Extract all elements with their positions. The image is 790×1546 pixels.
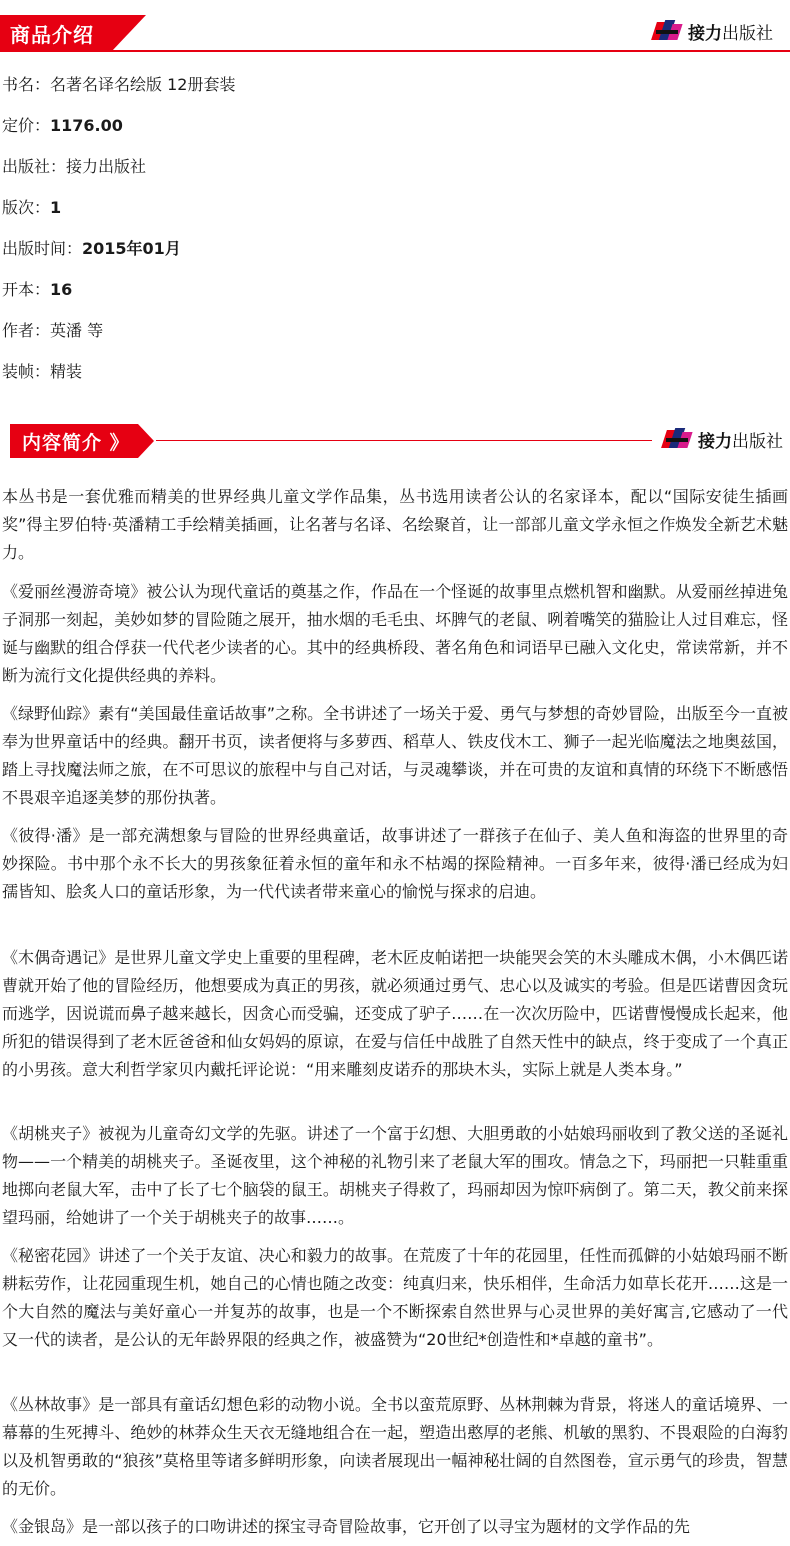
info-row-author <box>2 318 103 341</box>
brand-name-bold: 接力 <box>688 23 722 44</box>
info-label: 书名： <box>2 75 51 94</box>
info-row-title <box>2 72 235 95</box>
section-rule <box>0 50 790 52</box>
section-tab <box>10 424 138 458</box>
info-row-edition <box>2 195 61 218</box>
summary-paragraph: 《木偶奇遇记》是世界儿童文学史上重要的里程碑，老木匠皮帕诺把一块能哭会笑的木头雕成木偶，小木偶匹诺曹就开始了他的冒险经历，他想要成为真正的男孩，就必须通过勇气、忠心以及诚实的考验。但是匹诺曹因贪玩而逃学，因说谎而鼻子越来越长，因贪心而受骗，还变成了驴子……在一次次历险中，匹诺曹慢慢成长起来，他所犯的错误得到了老木匠爸爸和仙女妈妈的原谅，在爱与信任中战胜了自然天性中的缺点，终于变成了一个真正的小男孩。意大利哲学家贝内戴托评论说：“用来雕刻皮诺乔的那块木头，实际上就是人类本身。” <box>2 948 788 1079</box>
publisher-logo-icon <box>662 426 692 452</box>
info-row-price <box>2 113 123 136</box>
info-value: 接力出版社 <box>66 157 147 176</box>
info-label: 作者： <box>2 321 51 340</box>
brand-name-bold: 接力 <box>698 431 732 452</box>
summary-paragraph: 《金银岛》是一部以孩子的口吻讲述的探宝寻奇冒险故事，它开创了以寻宝为题材的文学作品的先 <box>2 1517 691 1536</box>
summary-paragraph: 《秘密花园》讲述了一个关于友谊、决心和毅力的故事。在荒废了十年的花园里，任性而孤僻的小姑娘玛丽不断耕耘劳作，让花园重现生机，她自己的心情也随之改变：纯真归来，快乐相伴，生命活力如草长花开……这是一个大自然的魔法与美好童心一并复苏的故事，也是一个不断探索自然世界与心灵世界的美好寓言,它感动了一代又一代的读者，是公认的无年龄界限的经典之作，被盛赞为“20世纪*创造性和*卓越的童书”。 <box>2 1246 788 1349</box>
info-label: 开本： <box>2 280 51 299</box>
info-row-binding <box>2 359 82 382</box>
summary-paragraph: 《丛林故事》是一部具有童话幻想色彩的动物小说。全书以蛮荒原野、丛林荆棘为背景，将迷人的童话境界、一幕幕的生死搏斗、绝妙的林莽众生天衣无缝地组合在一起，塑造出憨厚的老熊、机敏的黑豹、不畏艰险的白海豹以及机智勇敢的“狼孩”莫格里等诸多鲜明形象，向读者展现出一幅神秘壮阔的自然图卷，宣示勇气的珍贵，智慧的无价。 <box>2 1395 788 1498</box>
info-value: 名著名译名绘版 12册套装 <box>50 75 236 94</box>
info-row-publish-date <box>2 236 181 259</box>
summary-paragraph: 《爱丽丝漫游奇境》被公认为现代童话的奠基之作，作品在一个怪诞的故事里点燃机智和幽默。从爱丽丝掉进兔子洞那一刻起，美妙如梦的冒险随之展开，抽水烟的毛毛虫、坏脾气的老鼠、咧着嘴笑的猫脸让人过目难忘，怪诞与幽默的组合俘获一代代老少读者的心。其中的经典桥段、著名角色和词语早已融入文化史，常读常新，并不断为流行文化提供经典的养料。 <box>2 582 788 685</box>
section-title: 内容简介 》 <box>22 432 130 454</box>
info-label: 版次： <box>2 198 51 217</box>
info-label: 出版时间： <box>2 239 83 258</box>
info-label: 定价： <box>2 116 51 135</box>
publisher-brand <box>652 18 773 44</box>
section-rule <box>156 440 652 441</box>
info-row-publisher <box>2 154 146 177</box>
info-label: 装帧： <box>2 362 51 381</box>
brand-name-rest: 出版社 <box>722 23 773 44</box>
publisher-brand <box>662 426 783 452</box>
section-header-product-intro <box>0 0 790 52</box>
summary-paragraph: 《胡桃夹子》被视为儿童奇幻文学的先驱。讲述了一个富于幻想、大胆勇敢的小姑娘玛丽收到了教父送的圣诞礼物——一个精美的胡桃夹子。圣诞夜里，这个神秘的礼物引来了老鼠大军的围攻。情急之下，玛丽把一只鞋重重地掷向老鼠大军，击中了长了七个脑袋的鼠王。胡桃夹子得救了，玛丽却因为惊吓病倒了。第二天，教父前来探望玛丽，给她讲了一个关于胡桃夹子的故事……。 <box>2 1124 788 1227</box>
summary-paragraph: 本丛书是一套优雅而精美的世界经典儿童文学作品集，丛书选用读者公认的名家译本，配以“国际安徒生插画奖”得主罗伯特·英潘精工手绘精美插画，让名著与名译、名绘聚首，让一部部儿童文学永恒之作焕发全新艺术魅力。 <box>2 487 788 562</box>
summary-paragraph: 《彼得·潘》是一部充满想象与冒险的世界经典童话，故事讲述了一群孩子在仙子、美人鱼和海盗的世界里的奇妙探险。书中那个永不长大的男孩象征着永恒的童年和永不枯竭的探险精神。一百多年来，彼得·潘已经成为妇孺皆知、脍炙人口的童话形象，为一代代读者带来童心的愉悦与探求的启迪。 <box>2 826 788 901</box>
info-value: 16 <box>50 280 73 299</box>
info-value: 精装 <box>50 362 83 381</box>
summary-paragraph: 《绿野仙踪》素有“美国最佳童话故事”之称。全书讲述了一场关于爱、勇气与梦想的奇妙冒险，出版至今一直被奉为世界童话中的经典。翻开书页，读者便将与多萝西、稻草人、铁皮伐木工、狮子一起光临魔法之地奥兹国，踏上寻找魔法师之旅，在不可思议的旅程中与自己对话，与灵魂攀谈，并在可贵的友谊和真情的环绕下不断感悟不畏艰辛追逐美梦的那份执著。 <box>2 704 788 807</box>
section-title: 商品介绍 <box>10 23 94 47</box>
publisher-logo-icon <box>652 18 682 44</box>
section-header-content-summary <box>0 418 790 464</box>
info-value: 2015年01月 <box>82 239 181 258</box>
brand-name-rest: 出版社 <box>732 431 783 452</box>
info-value: 1 <box>50 198 62 217</box>
info-row-format <box>2 277 72 300</box>
info-value: 1176.00 <box>50 116 123 135</box>
info-label: 出版社： <box>2 157 67 176</box>
info-value: 英潘 等 <box>50 321 104 340</box>
section-tab <box>0 15 112 51</box>
